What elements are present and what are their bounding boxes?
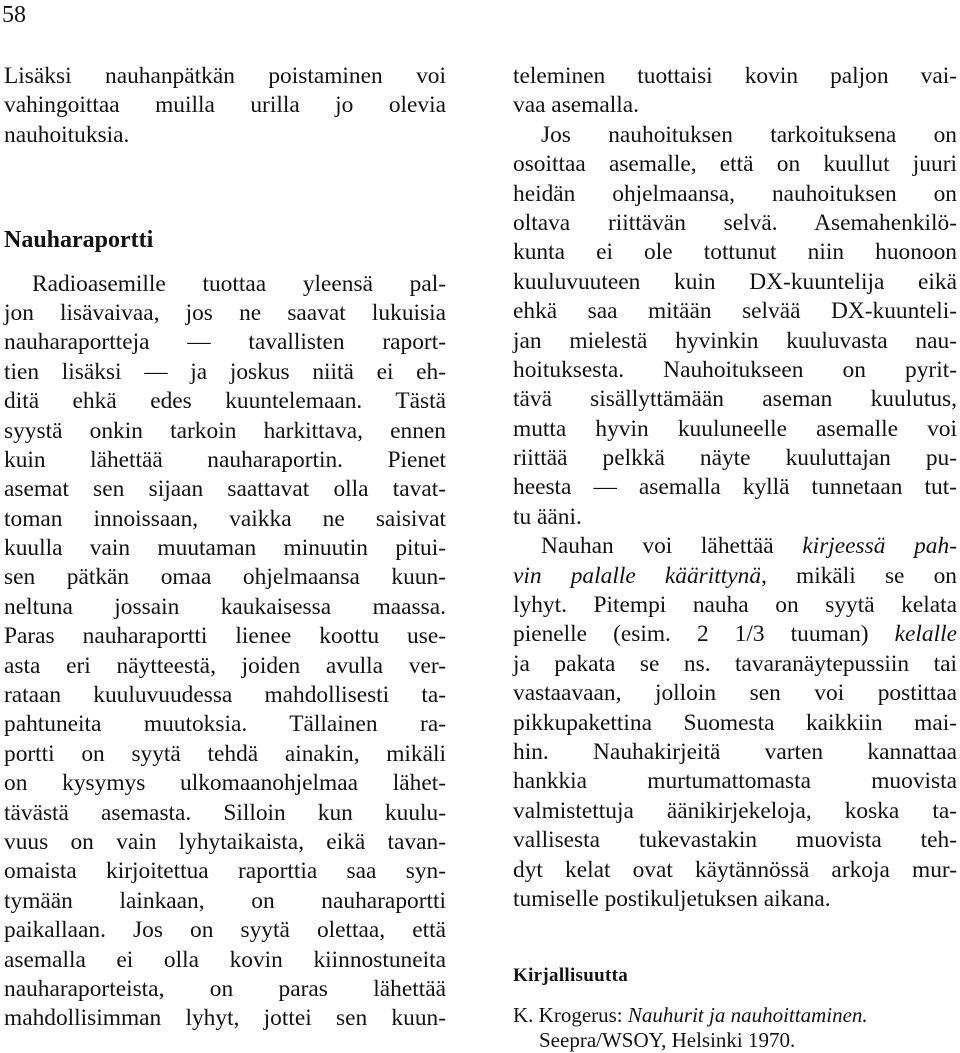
text-line: Jos nauhoituksen tarkoituksena on: [541, 121, 957, 148]
paragraph-3-line: Nauhan voi lähettää kirjeessä pah-: [541, 533, 957, 560]
section-heading: Nauharaportti: [4, 227, 154, 254]
text-line: asta eri näytteestä, joiden avulla ver-: [4, 652, 446, 679]
paragraph-3-line: lyhyt. Pitempi nauha on syytä kelata: [513, 592, 957, 619]
reference-line: Seepra/WSOY, Helsinki 1970.: [539, 1027, 796, 1052]
text-line: teleminen tuottaisi kovin paljon vai-: [513, 63, 957, 89]
text-line: mutta hyvin kuuluneelle asemalle voi: [513, 415, 957, 442]
text-line: omaista kirjoitettua raporttia saa syn-: [4, 858, 446, 885]
text-line: nauharaporteista, on paras lähettää: [4, 975, 446, 1002]
text-line: portti on syytä tehdä ainakin, mikäli: [4, 740, 446, 767]
text-line: heidän ohjelmaansa, nauhoituksen on: [513, 180, 957, 207]
left-column: [4, 62, 446, 1034]
text-line: ehkä saa mitään selvää DX-kuunteli-: [513, 298, 957, 325]
reference-line: K. Krogerus: Nauhurit ja nauhoittaminen.: [513, 1002, 868, 1027]
text-line: riittää pelkkä näyte kuuluttajan pu-: [513, 445, 957, 472]
text-line: Lisäksi nauhanpätkän poistaminen voi: [4, 63, 446, 89]
page-number: 58: [2, 2, 26, 28]
text-line: tävästä asemasta. Silloin kun kuulu-: [4, 799, 446, 826]
text-line: osoittaa asemalle, että on kuullut juuri: [513, 151, 957, 178]
text-line: jan mielestä hyvinkin kuuluvasta nau-: [513, 327, 957, 354]
text-line: syystä onkin tarkoin harkittava, ennen: [4, 417, 446, 444]
text-line: ditä ehkä edes kuuntelemaan. Tästä: [4, 388, 446, 415]
paragraph-3-line: dyt kelat ovat käytännössä arkoja mur-: [513, 856, 957, 883]
text-line: nauharaportteja — tavallisten raport-: [4, 329, 446, 356]
paragraph-3-line: hin. Nauhakirjeitä varten kannattaa: [513, 738, 957, 765]
paragraph-3-line: pienelle (esim. 2 1/3 tuuman) kelalle: [513, 621, 957, 648]
text-line: Paras nauharaportti lienee koottu use-: [4, 623, 446, 650]
text-line: asemat sen sijaan saattavat olla tavat-: [4, 476, 446, 503]
text-line: vahingoittaa muilla urilla jo olevia: [4, 92, 446, 119]
paragraph-3-line: vallisesta tukevastakin muovista teh-: [513, 827, 957, 854]
literature-heading: Kirjallisuutta: [513, 965, 629, 987]
paragraph-3-line: pikkupakettina Suomesta kaikkiin mai-: [513, 709, 957, 736]
paragraph-1: [513, 62, 957, 121]
text-line: mahdollisimman lyhyt, jottei sen kuun-: [4, 1005, 446, 1032]
right-column: [513, 62, 957, 1053]
text-line: nauhoituksia.: [4, 121, 130, 148]
text-line: heesta — asemalla kyllä tunnetaan tut-: [513, 474, 957, 501]
text-line: kuulla vain muutaman minuutin pitui-: [4, 535, 446, 562]
text-line: tu ääni.: [513, 503, 582, 530]
paragraph-3-line: valmistettuja äänikirjekeloja, koska ta-: [513, 797, 957, 824]
paragraph-3-line: vin palalle käärittynä, mikäli se on: [513, 562, 957, 589]
text-line: kunta ei ole tottunut niin huonoon: [513, 239, 957, 266]
text-line: oltava riittävän selvä. Asemahenkilö-: [513, 209, 957, 236]
text-line: on kysymys ulkomaanohjelmaa lähet-: [4, 770, 446, 797]
text-line: tymään lainkaan, on nauharaportti: [4, 887, 446, 914]
paragraph-2: [513, 121, 957, 532]
body-paragraph: [4, 270, 446, 1034]
text-line: kuin lähettää nauharaportin. Pienet: [4, 446, 446, 473]
text-line: kuuluvuuteen kuin DX-kuuntelija eikä: [513, 268, 957, 295]
paragraph-3-line: vastaavaan, jolloin sen voi postittaa: [513, 680, 957, 707]
paragraph-3: [513, 532, 957, 914]
text-line: hoituksesta. Nauhoitukseen on pyrit-: [513, 356, 957, 383]
text-line: paikallaan. Jos on syytä olettaa, että: [4, 917, 446, 944]
intro-paragraph: [4, 62, 446, 150]
text-line: vaa asemalla.: [513, 92, 639, 119]
text-line: neltuna jossain kaukaisessa maassa.: [4, 593, 446, 620]
paragraph-3-line: ja pakata se ns. tavaranäytepussiin tai: [513, 650, 957, 677]
text-line: Radioasemille tuottaa yleensä pal-: [32, 270, 446, 297]
text-line: jon lisävaivaa, jos ne saavat lukuisia: [4, 299, 446, 326]
text-line: toman innoissaan, vaikka ne saisivat: [4, 505, 446, 532]
text-line: tien lisäksi — ja joskus niitä ei eh-: [4, 358, 446, 385]
text-line: asemalla ei olla kovin kiinnostuneita: [4, 946, 446, 973]
paragraph-3-line: tumiselle postikuljetuksen aikana.: [513, 885, 831, 912]
text-line: sen pätkän omaa ohjelmaansa kuun-: [4, 564, 446, 591]
text-line: rataan kuuluvuudessa mahdollisesti ta-: [4, 682, 446, 709]
paragraph-3-line: hankkia murtumattomasta muovista: [513, 768, 957, 795]
text-line: tävä sisällyttämään aseman kuulutus,: [513, 386, 957, 413]
text-line: vuus on vain lyhytaikaista, eikä tavan-: [4, 828, 446, 855]
text-line: pahtuneita muutoksia. Tällainen ra-: [4, 711, 446, 738]
